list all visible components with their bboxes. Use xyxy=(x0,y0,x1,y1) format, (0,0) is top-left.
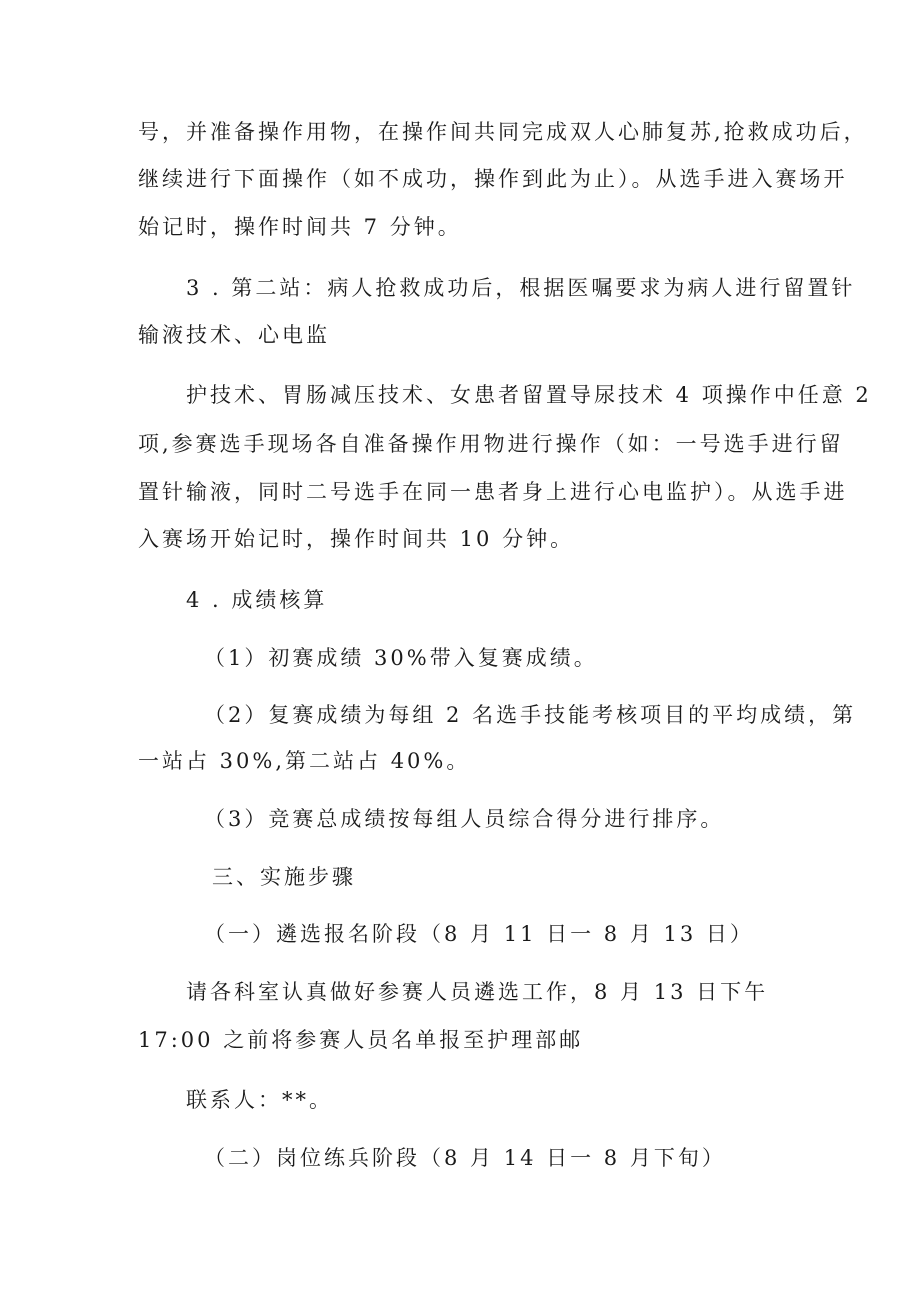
paragraph-line: 继续进行下面操作（如不成功，操作到此为止）。从选手进入赛场开 xyxy=(138,167,848,191)
subsection-heading: （一）遴选报名阶段（8 月 11 日一 8 月 13 日） xyxy=(204,922,754,946)
paragraph-line: （1）初赛成绩 30%带入复赛成绩。 xyxy=(204,646,598,670)
paragraph-line: 置针输液，同时二号选手在同一患者身上进行心电监护）。从选手进 xyxy=(138,480,848,504)
paragraph-line: 请各科室认真做好参赛人员遴选工作，8 月 13 日下午 xyxy=(186,980,769,1004)
paragraph-line: 项,参赛选手现场各自准备操作用物进行操作（如：一号选手进行留 xyxy=(138,432,844,456)
paragraph-line: 输液技术、心电监 xyxy=(138,323,330,347)
paragraph-line: 护技术、胃肠减压技术、女患者留置导尿技术 4 项操作中任意 2 xyxy=(186,383,872,407)
paragraph-line: （2）复赛成绩为每组 2 名选手技能考核项目的平均成绩，第 xyxy=(204,703,857,727)
paragraph-line: 入赛场开始记时，操作时间共 10 分钟。 xyxy=(138,527,575,551)
paragraph-line: 始记时，操作时间共 7 分钟。 xyxy=(138,215,462,239)
paragraph-line: 联系人：**。 xyxy=(186,1088,333,1112)
paragraph-line: 17:00 之前将参赛人员名单报至护理部邮 xyxy=(138,1028,584,1052)
paragraph-line: 3 . 第二站：病人抢救成功后，根据医嘱要求为病人进行留置针 xyxy=(186,276,856,300)
section-heading: 4 . 成绩核算 xyxy=(186,588,328,612)
section-heading: 三、实施步骤 xyxy=(212,865,356,889)
paragraph-line: 一站占 30%,第二站占 40%。 xyxy=(138,749,471,773)
paragraph-line: 号，并准备操作用物，在操作间共同完成双人心肺复苏,抢救成功后， xyxy=(138,120,868,144)
subsection-heading: （二）岗位练兵阶段（8 月 14 日一 8 月下旬） xyxy=(204,1146,726,1170)
paragraph-line: （3）竞赛总成绩按每组人员综合得分进行排序。 xyxy=(204,807,725,831)
